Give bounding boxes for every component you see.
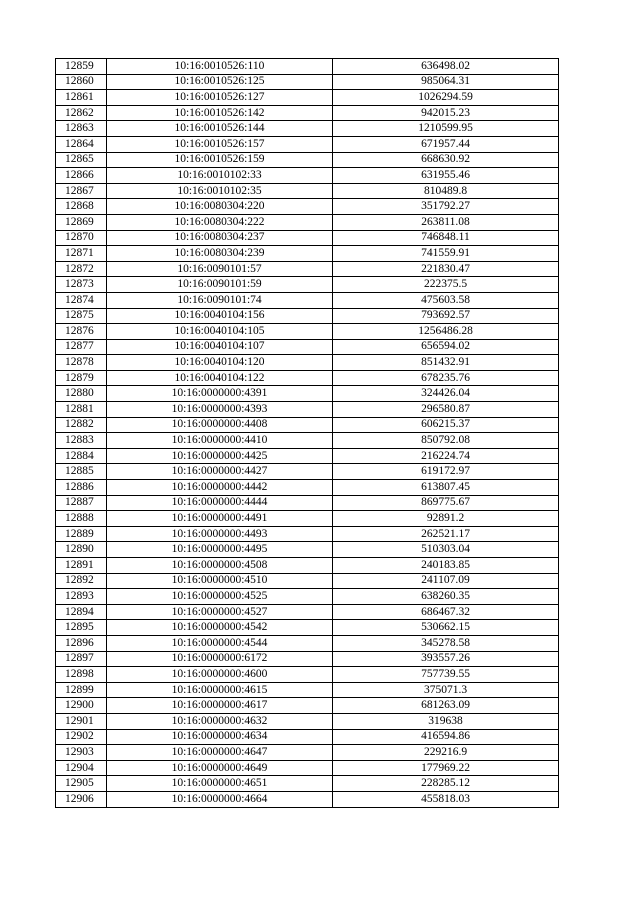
cadastral-number-cell: 10:16:0040104:156 bbox=[107, 308, 333, 324]
value-cell: 746848.11 bbox=[333, 230, 559, 246]
row-number-cell: 12891 bbox=[56, 558, 107, 574]
value-cell: 631955.46 bbox=[333, 168, 559, 184]
row-number-cell: 12904 bbox=[56, 760, 107, 776]
cadastral-number-cell: 10:16:0090101:57 bbox=[107, 261, 333, 277]
table-row bbox=[56, 635, 559, 651]
row-number-cell: 12889 bbox=[56, 526, 107, 542]
value-cell: 393557.26 bbox=[333, 651, 559, 667]
row-number-cell: 12888 bbox=[56, 511, 107, 527]
table-row bbox=[56, 667, 559, 683]
cadastral-number-cell: 10:16:0010526:142 bbox=[107, 105, 333, 121]
table-row bbox=[56, 199, 559, 215]
table-row bbox=[56, 682, 559, 698]
value-cell: 851432.91 bbox=[333, 355, 559, 371]
value-cell: 221830.47 bbox=[333, 261, 559, 277]
value-cell: 241107.09 bbox=[333, 573, 559, 589]
cadastral-number-cell: 10:16:0040104:120 bbox=[107, 355, 333, 371]
cadastral-number-cell: 10:16:0000000:4408 bbox=[107, 417, 333, 433]
cadastral-number-cell: 10:16:0010102:33 bbox=[107, 168, 333, 184]
cadastral-number-cell: 10:16:0000000:4617 bbox=[107, 698, 333, 714]
table-row bbox=[56, 105, 559, 121]
value-cell: 416594.86 bbox=[333, 729, 559, 745]
value-cell: 613807.45 bbox=[333, 480, 559, 496]
value-cell: 351792.27 bbox=[333, 199, 559, 215]
value-cell: 1256486.28 bbox=[333, 324, 559, 340]
table-row bbox=[56, 308, 559, 324]
cadastral-value-table bbox=[55, 58, 559, 808]
table-row bbox=[56, 729, 559, 745]
row-number-cell: 12881 bbox=[56, 402, 107, 418]
cadastral-number-cell: 10:16:0010526:144 bbox=[107, 121, 333, 137]
cadastral-number-cell: 10:16:0000000:4615 bbox=[107, 682, 333, 698]
value-cell: 92891.2 bbox=[333, 511, 559, 527]
row-number-cell: 12882 bbox=[56, 417, 107, 433]
value-cell: 810489.8 bbox=[333, 183, 559, 199]
table-row bbox=[56, 589, 559, 605]
table-row bbox=[56, 246, 559, 262]
table-row bbox=[56, 370, 559, 386]
value-cell: 678235.76 bbox=[333, 370, 559, 386]
value-cell: 636498.02 bbox=[333, 59, 559, 75]
row-number-cell: 12860 bbox=[56, 74, 107, 90]
cadastral-number-cell: 10:16:0090101:74 bbox=[107, 292, 333, 308]
value-cell: 263811.08 bbox=[333, 214, 559, 230]
cadastral-number-cell: 10:16:0000000:4634 bbox=[107, 729, 333, 745]
row-number-cell: 12884 bbox=[56, 448, 107, 464]
table-row bbox=[56, 90, 559, 106]
row-number-cell: 12900 bbox=[56, 698, 107, 714]
value-cell: 177969.22 bbox=[333, 760, 559, 776]
value-cell: 222375.5 bbox=[333, 277, 559, 293]
row-number-cell: 12895 bbox=[56, 620, 107, 636]
value-cell: 793692.57 bbox=[333, 308, 559, 324]
cadastral-number-cell: 10:16:0000000:4647 bbox=[107, 745, 333, 761]
value-cell: 455818.03 bbox=[333, 791, 559, 807]
cadastral-number-cell: 10:16:0000000:6172 bbox=[107, 651, 333, 667]
cadastral-number-cell: 10:16:0040104:105 bbox=[107, 324, 333, 340]
cadastral-number-cell: 10:16:0000000:4393 bbox=[107, 402, 333, 418]
table-row bbox=[56, 558, 559, 574]
table-row bbox=[56, 760, 559, 776]
table-row bbox=[56, 121, 559, 137]
table-row bbox=[56, 136, 559, 152]
row-number-cell: 12879 bbox=[56, 370, 107, 386]
cadastral-number-cell: 10:16:0010526:127 bbox=[107, 90, 333, 106]
table-row bbox=[56, 402, 559, 418]
value-cell: 1026294.59 bbox=[333, 90, 559, 106]
row-number-cell: 12905 bbox=[56, 776, 107, 792]
table-row bbox=[56, 74, 559, 90]
table-row bbox=[56, 745, 559, 761]
table-row bbox=[56, 448, 559, 464]
value-cell: 530662.15 bbox=[333, 620, 559, 636]
row-number-cell: 12867 bbox=[56, 183, 107, 199]
cadastral-number-cell: 10:16:0000000:4442 bbox=[107, 480, 333, 496]
table-row bbox=[56, 511, 559, 527]
table-row bbox=[56, 480, 559, 496]
row-number-cell: 12892 bbox=[56, 573, 107, 589]
value-cell: 985064.31 bbox=[333, 74, 559, 90]
cadastral-number-cell: 10:16:0040104:122 bbox=[107, 370, 333, 386]
row-number-cell: 12887 bbox=[56, 495, 107, 511]
table-row bbox=[56, 713, 559, 729]
table-row bbox=[56, 261, 559, 277]
row-number-cell: 12876 bbox=[56, 324, 107, 340]
row-number-cell: 12898 bbox=[56, 667, 107, 683]
value-cell: 606215.37 bbox=[333, 417, 559, 433]
table-row bbox=[56, 59, 559, 75]
row-number-cell: 12873 bbox=[56, 277, 107, 293]
cadastral-number-cell: 10:16:0000000:4491 bbox=[107, 511, 333, 527]
value-cell: 671957.44 bbox=[333, 136, 559, 152]
cadastral-number-cell: 10:16:0040104:107 bbox=[107, 339, 333, 355]
row-number-cell: 12859 bbox=[56, 59, 107, 75]
row-number-cell: 12864 bbox=[56, 136, 107, 152]
table-row bbox=[56, 464, 559, 480]
value-cell: 656594.02 bbox=[333, 339, 559, 355]
value-cell: 228285.12 bbox=[333, 776, 559, 792]
cadastral-number-cell: 10:16:0000000:4410 bbox=[107, 433, 333, 449]
cadastral-number-cell: 10:16:0080304:222 bbox=[107, 214, 333, 230]
value-cell: 681263.09 bbox=[333, 698, 559, 714]
table-row bbox=[56, 152, 559, 168]
value-cell: 262521.17 bbox=[333, 526, 559, 542]
cadastral-number-cell: 10:16:0010526:159 bbox=[107, 152, 333, 168]
table-row bbox=[56, 339, 559, 355]
cadastral-number-cell: 10:16:0000000:4444 bbox=[107, 495, 333, 511]
row-number-cell: 12861 bbox=[56, 90, 107, 106]
table-row bbox=[56, 433, 559, 449]
cadastral-number-cell: 10:16:0000000:4525 bbox=[107, 589, 333, 605]
row-number-cell: 12903 bbox=[56, 745, 107, 761]
row-number-cell: 12897 bbox=[56, 651, 107, 667]
value-cell: 229216.9 bbox=[333, 745, 559, 761]
row-number-cell: 12902 bbox=[56, 729, 107, 745]
value-cell: 216224.74 bbox=[333, 448, 559, 464]
cadastral-number-cell: 10:16:0080304:239 bbox=[107, 246, 333, 262]
row-number-cell: 12875 bbox=[56, 308, 107, 324]
row-number-cell: 12872 bbox=[56, 261, 107, 277]
row-number-cell: 12893 bbox=[56, 589, 107, 605]
cadastral-number-cell: 10:16:0000000:4510 bbox=[107, 573, 333, 589]
table-row bbox=[56, 230, 559, 246]
cadastral-number-cell: 10:16:0010526:110 bbox=[107, 59, 333, 75]
cadastral-number-cell: 10:16:0000000:4527 bbox=[107, 604, 333, 620]
value-cell: 345278.58 bbox=[333, 635, 559, 651]
value-cell: 757739.55 bbox=[333, 667, 559, 683]
value-cell: 619172.97 bbox=[333, 464, 559, 480]
table-row bbox=[56, 214, 559, 230]
cadastral-number-cell: 10:16:0080304:237 bbox=[107, 230, 333, 246]
table-body bbox=[56, 59, 559, 808]
row-number-cell: 12906 bbox=[56, 791, 107, 807]
value-cell: 668630.92 bbox=[333, 152, 559, 168]
table-row bbox=[56, 183, 559, 199]
cadastral-number-cell: 10:16:0000000:4664 bbox=[107, 791, 333, 807]
cadastral-number-cell: 10:16:0080304:220 bbox=[107, 199, 333, 215]
value-cell: 850792.08 bbox=[333, 433, 559, 449]
value-cell: 240183.85 bbox=[333, 558, 559, 574]
row-number-cell: 12870 bbox=[56, 230, 107, 246]
cadastral-number-cell: 10:16:0000000:4632 bbox=[107, 713, 333, 729]
value-cell: 638260.35 bbox=[333, 589, 559, 605]
cadastral-number-cell: 10:16:0000000:4600 bbox=[107, 667, 333, 683]
value-cell: 942015.23 bbox=[333, 105, 559, 121]
table-row bbox=[56, 324, 559, 340]
table-row bbox=[56, 542, 559, 558]
cadastral-number-cell: 10:16:0000000:4427 bbox=[107, 464, 333, 480]
table-row bbox=[56, 417, 559, 433]
row-number-cell: 12901 bbox=[56, 713, 107, 729]
table-row bbox=[56, 573, 559, 589]
row-number-cell: 12878 bbox=[56, 355, 107, 371]
row-number-cell: 12890 bbox=[56, 542, 107, 558]
row-number-cell: 12862 bbox=[56, 105, 107, 121]
cadastral-number-cell: 10:16:0000000:4493 bbox=[107, 526, 333, 542]
cadastral-number-cell: 10:16:0000000:4508 bbox=[107, 558, 333, 574]
row-number-cell: 12871 bbox=[56, 246, 107, 262]
table-row bbox=[56, 651, 559, 667]
table-row bbox=[56, 277, 559, 293]
value-cell: 375071.3 bbox=[333, 682, 559, 698]
cadastral-number-cell: 10:16:0010526:157 bbox=[107, 136, 333, 152]
value-cell: 510303.04 bbox=[333, 542, 559, 558]
table-row bbox=[56, 620, 559, 636]
cadastral-number-cell: 10:16:0000000:4495 bbox=[107, 542, 333, 558]
cadastral-number-cell: 10:16:0000000:4391 bbox=[107, 386, 333, 402]
table-row bbox=[56, 168, 559, 184]
row-number-cell: 12880 bbox=[56, 386, 107, 402]
table-row bbox=[56, 791, 559, 807]
value-cell: 686467.32 bbox=[333, 604, 559, 620]
table-row bbox=[56, 355, 559, 371]
table-row bbox=[56, 776, 559, 792]
value-cell: 319638 bbox=[333, 713, 559, 729]
row-number-cell: 12886 bbox=[56, 480, 107, 496]
table-row bbox=[56, 386, 559, 402]
row-number-cell: 12894 bbox=[56, 604, 107, 620]
row-number-cell: 12874 bbox=[56, 292, 107, 308]
cadastral-number-cell: 10:16:0000000:4542 bbox=[107, 620, 333, 636]
value-cell: 741559.91 bbox=[333, 246, 559, 262]
row-number-cell: 12866 bbox=[56, 168, 107, 184]
row-number-cell: 12863 bbox=[56, 121, 107, 137]
row-number-cell: 12896 bbox=[56, 635, 107, 651]
cadastral-number-cell: 10:16:0000000:4649 bbox=[107, 760, 333, 776]
table-row bbox=[56, 604, 559, 620]
row-number-cell: 12885 bbox=[56, 464, 107, 480]
cadastral-number-cell: 10:16:0000000:4651 bbox=[107, 776, 333, 792]
row-number-cell: 12899 bbox=[56, 682, 107, 698]
table-row bbox=[56, 292, 559, 308]
row-number-cell: 12869 bbox=[56, 214, 107, 230]
cadastral-number-cell: 10:16:0000000:4425 bbox=[107, 448, 333, 464]
value-cell: 324426.04 bbox=[333, 386, 559, 402]
cadastral-number-cell: 10:16:0090101:59 bbox=[107, 277, 333, 293]
row-number-cell: 12865 bbox=[56, 152, 107, 168]
table-row bbox=[56, 526, 559, 542]
table-row bbox=[56, 495, 559, 511]
cadastral-number-cell: 10:16:0000000:4544 bbox=[107, 635, 333, 651]
row-number-cell: 12883 bbox=[56, 433, 107, 449]
value-cell: 869775.67 bbox=[333, 495, 559, 511]
value-cell: 1210599.95 bbox=[333, 121, 559, 137]
row-number-cell: 12877 bbox=[56, 339, 107, 355]
cadastral-number-cell: 10:16:0010102:35 bbox=[107, 183, 333, 199]
row-number-cell: 12868 bbox=[56, 199, 107, 215]
value-cell: 296580.87 bbox=[333, 402, 559, 418]
table-row bbox=[56, 698, 559, 714]
value-cell: 475603.58 bbox=[333, 292, 559, 308]
cadastral-number-cell: 10:16:0010526:125 bbox=[107, 74, 333, 90]
